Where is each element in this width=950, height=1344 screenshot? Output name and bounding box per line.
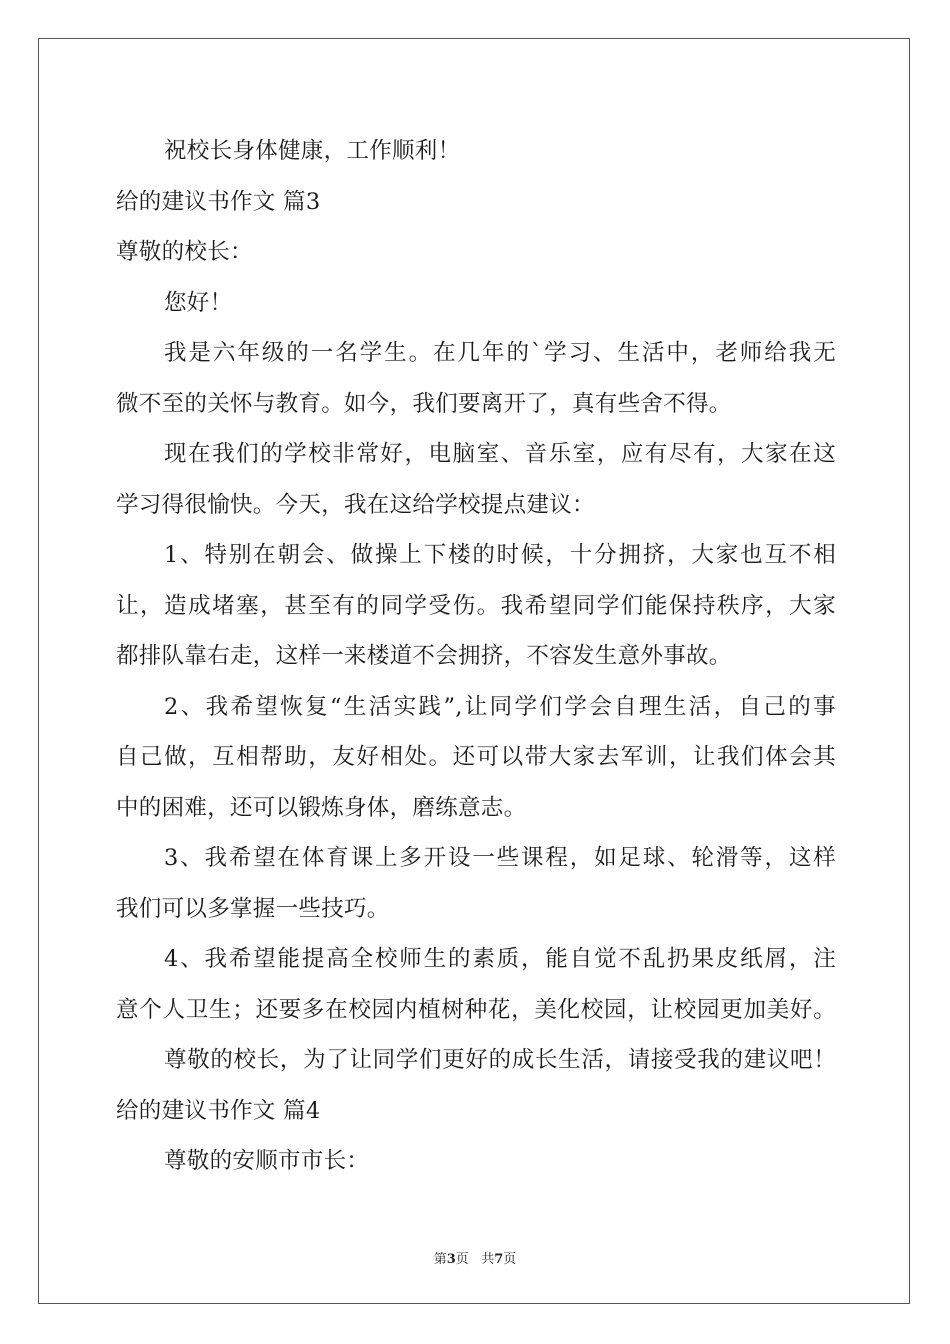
text-line: 给的建议书作文 篇3 [116, 188, 321, 215]
document-body [116, 126, 836, 1187]
text-line: 都排队靠右走，这样一来楼道不会拥挤，不容发生意外事故。 [116, 643, 732, 669]
text-line: 祝校长身体健康，工作顺利！ [164, 138, 461, 164]
text-line: 1、特别在朝会、做操上下楼的时候，十分拥挤，大家也互不相 [164, 542, 836, 568]
text-line: 3、我希望在体育课上多开设一些课程，如足球、轮滑等，这样 [164, 845, 836, 871]
text-line: 您好！ [164, 289, 233, 316]
page-footer [0, 1248, 950, 1267]
text-line: 意个人卫生；还要多在校园内植树种花，美化校园，让校园更加美好。 [116, 996, 836, 1023]
footer-total-prefix: 共 [481, 1252, 495, 1267]
footer-total-suffix: 页 [503, 1252, 517, 1267]
text-line: 微不至的关怀与教育。如今，我们要离开了，真有些舍不得。 [116, 390, 732, 417]
text-line: 4、我希望能提高全校师生的素质，能自觉不乱扔果皮纸屑，注 [164, 946, 836, 972]
text-line: 尊敬的安顺市市长： [164, 1148, 370, 1174]
text-line: 我是六年级的一名学生。在几年的`学习、生活中，老师给我无 [164, 340, 836, 366]
text-line: 我们可以多掌握一些技巧。 [116, 895, 390, 922]
text-line: 学习得很愉快。今天，我在这给学校提点建议： [116, 491, 595, 518]
text-line: 尊敬的校长： [116, 239, 253, 265]
footer-page-number: 3 [446, 1252, 456, 1267]
text-line: 自己做，互相帮助，友好相处。还可以带大家去军训，让我们体会其 [116, 744, 836, 770]
text-line: 让，造成堵塞，甚至有的同学受伤。我希望同学们能保持秩序，大家 [116, 592, 836, 619]
footer-page-prefix: 第 [433, 1252, 447, 1267]
text-line: 中的困难，还可以锻炼身体，磨练意志。 [116, 794, 527, 821]
text-line: 尊敬的校长，为了让同学们更好的成长生活，请接受我的建议吧！ [164, 1047, 836, 1073]
text-line: 现在我们的学校非常好，电脑室、音乐室，应有尽有，大家在这 [164, 441, 836, 467]
text-line: 给的建议书作文 篇4 [116, 1097, 321, 1124]
text-line: 2、我希望恢复“生活实践”,让同学们学会自理生活，自己的事 [164, 693, 836, 720]
footer-page-suffix: 页 [455, 1252, 469, 1267]
footer-total-number: 7 [494, 1252, 504, 1267]
